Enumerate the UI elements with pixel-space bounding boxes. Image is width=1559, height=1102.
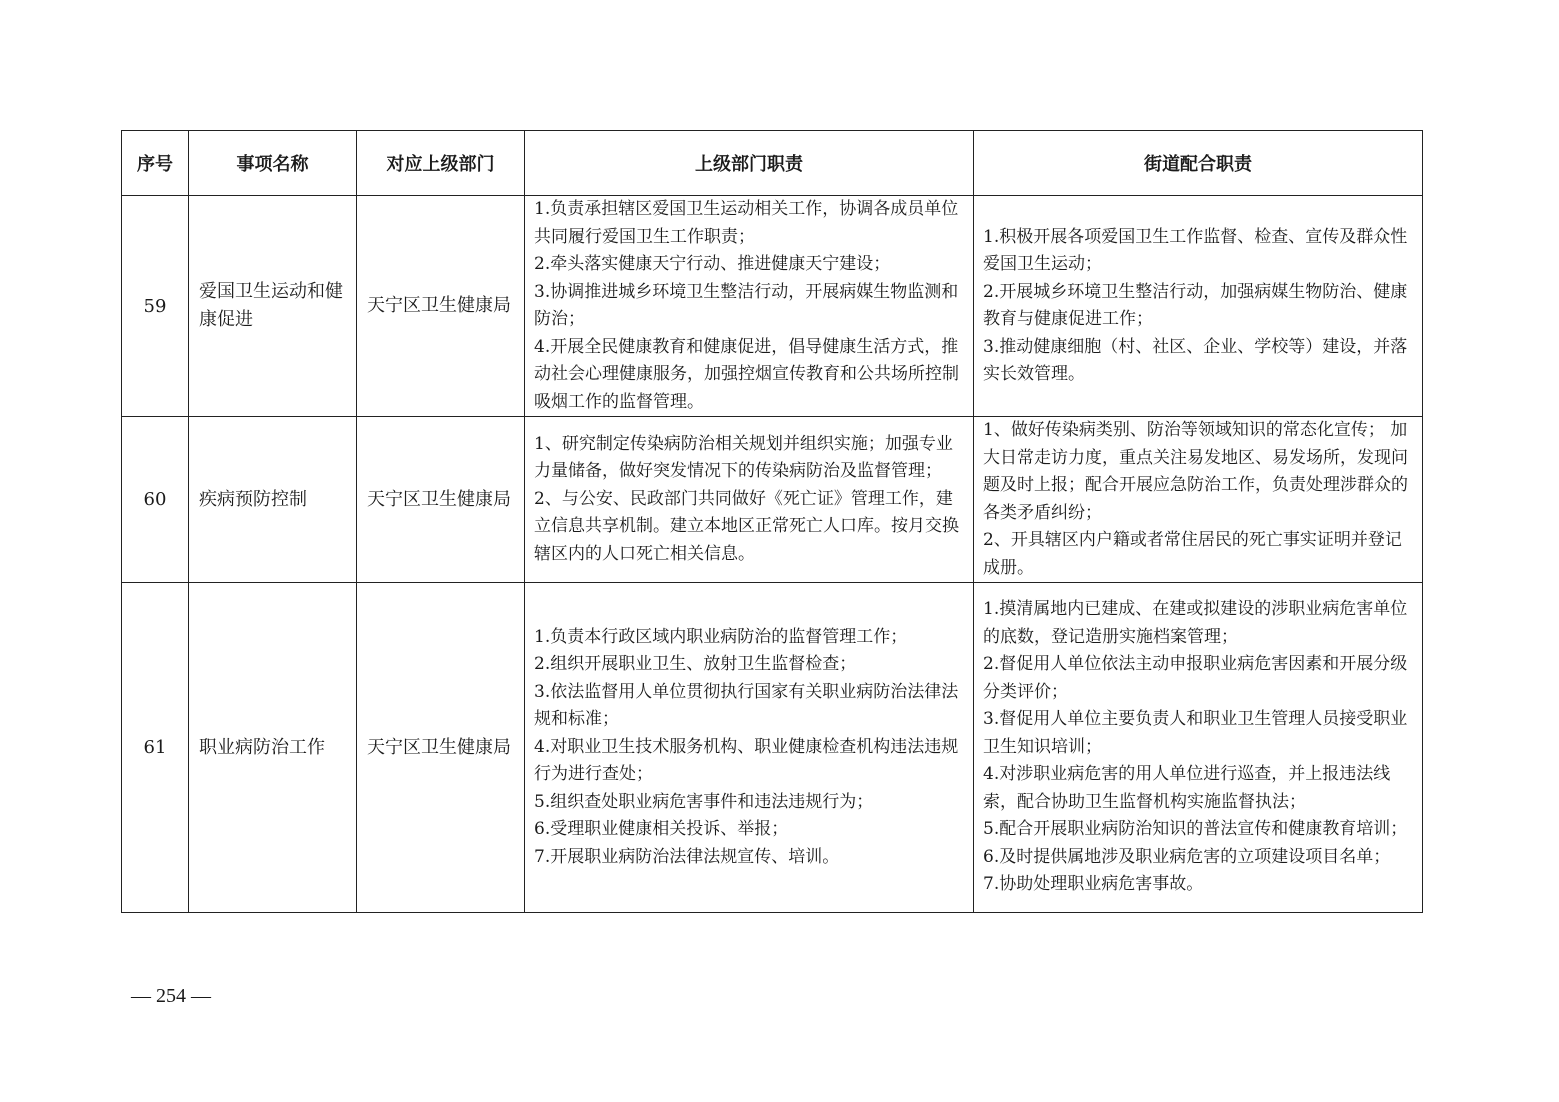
duty-line: 1、做好传染病类别、防治等领域知识的常态化宣传； 加大日常走访力度，重点关注易发地区、易发场所，发现问题及时上报；配合开展应急防治工作，负责处理涉群众的各类矛盾纠纷；: [983, 420, 1408, 523]
header-street-duty: 街道配合职责: [974, 131, 1423, 196]
duty-line: 2.开展城乡环境卫生整洁行动，加强病媒生物防治、健康教育与健康促进工作；: [983, 281, 1408, 329]
duty-line: 2.牵头落实健康天宁行动、推进健康天宁建设；: [534, 254, 891, 274]
duty-table: [121, 130, 1423, 913]
street-duty-cell: [974, 196, 1423, 417]
row-number: 59: [122, 196, 189, 417]
duty-line: 6.及时提供属地涉及职业病危害的立项建设项目名单；: [983, 846, 1391, 867]
table-row: [122, 417, 1423, 583]
item-name: 疾病预防控制: [189, 417, 357, 583]
header-no: 序号: [122, 131, 189, 196]
duty-line: 3.协调推进城乡环境卫生整洁行动，开展病媒生物监测和防治；: [534, 281, 959, 329]
duty-line: 4.开展全民健康教育和健康促进，倡导健康生活方式，推动社会心理健康服务，加强控烟宣传教育和公共场所控制吸烟工作的监督管理。: [534, 336, 959, 412]
superior-dept: 天宁区卫生健康局: [357, 417, 525, 583]
duty-line: 1.积极开展各项爱国卫生工作监督、检查、宣传及群众性爱国卫生运动；: [983, 226, 1408, 274]
header-item-name: 事项名称: [189, 131, 357, 196]
superior-duty-cell: [525, 583, 974, 913]
street-duty-cell: [974, 417, 1423, 583]
table-row: [122, 583, 1423, 913]
duty-line: 3.推动健康细胞（村、社区、企业、学校等）建设，并落实长效管理。: [983, 336, 1408, 384]
duty-line: 1、研究制定传染病防治相关规划并组织实施；加强专业力量储备，做好突发情况下的传染病防治及监督管理；: [534, 433, 953, 482]
duty-line: 2.组织开展职业卫生、放射卫生监督检查；: [534, 654, 857, 675]
duty-line: 3.督促用人单位主要负责人和职业卫生管理人员接受职业卫生知识培训；: [983, 709, 1408, 757]
duty-line: 6.受理职业健康相关投诉、举报；: [534, 819, 789, 840]
table-header-row: [122, 131, 1423, 196]
row-number: 61: [122, 583, 189, 913]
superior-duty-cell: [525, 196, 974, 417]
duty-line: 5.组织查处职业病危害事件和违法违规行为；: [534, 791, 874, 812]
duty-line: 1.摸清属地内已建成、在建或拟建设的涉职业病危害单位的底数，登记造册实施档案管理；: [983, 599, 1408, 647]
superior-dept: 天宁区卫生健康局: [357, 583, 525, 913]
duty-line: 2、与公安、民政部门共同做好《死亡证》管理工作，建立信息共享机制。建立本地区正常死亡人口库。按月交换辖区内的人口死亡相关信息。: [534, 488, 959, 564]
duty-line: 1.负责本行政区域内职业病防治的监督管理工作；: [534, 626, 908, 647]
street-duty-cell: [974, 583, 1423, 913]
superior-duty-cell: [525, 417, 974, 583]
header-superior-dept: 对应上级部门: [357, 131, 525, 196]
header-superior-duty: 上级部门职责: [525, 131, 974, 196]
duty-line: 5.配合开展职业病防治知识的普法宣传和健康教育培训；: [983, 819, 1408, 840]
page-number: — 254 —: [131, 985, 211, 1007]
item-name: 爱国卫生运动和健康促进: [189, 196, 357, 417]
duty-line: 3.依法监督用人单位贯彻执行国家有关职业病防治法律法规和标准；: [534, 681, 959, 730]
duty-line: 4.对职业卫生技术服务机构、职业健康检查机构违法违规行为进行查处；: [534, 736, 959, 785]
duty-line: 2.督促用人单位依法主动申报职业病危害因素和开展分级分类评价；: [983, 654, 1408, 702]
duty-line: 2、开具辖区内户籍或者常住居民的死亡事实证明并登记成册。: [983, 530, 1402, 578]
duty-line: 4.对涉职业病危害的用人单位进行巡查，并上报违法线索，配合协助卫生监督机构实施监督执法；: [983, 764, 1391, 812]
row-number: 60: [122, 417, 189, 583]
duty-line: 7.开展职业病防治法律法规宣传、培训。: [534, 846, 840, 867]
superior-dept: 天宁区卫生健康局: [357, 196, 525, 417]
duty-line: 1.负责承担辖区爱国卫生运动相关工作，协调各成员单位共同履行爱国卫生工作职责；: [534, 199, 959, 247]
duty-line: 7.协助处理职业病危害事故。: [983, 874, 1204, 895]
item-name: 职业病防治工作: [189, 583, 357, 913]
table-row: [122, 196, 1423, 417]
